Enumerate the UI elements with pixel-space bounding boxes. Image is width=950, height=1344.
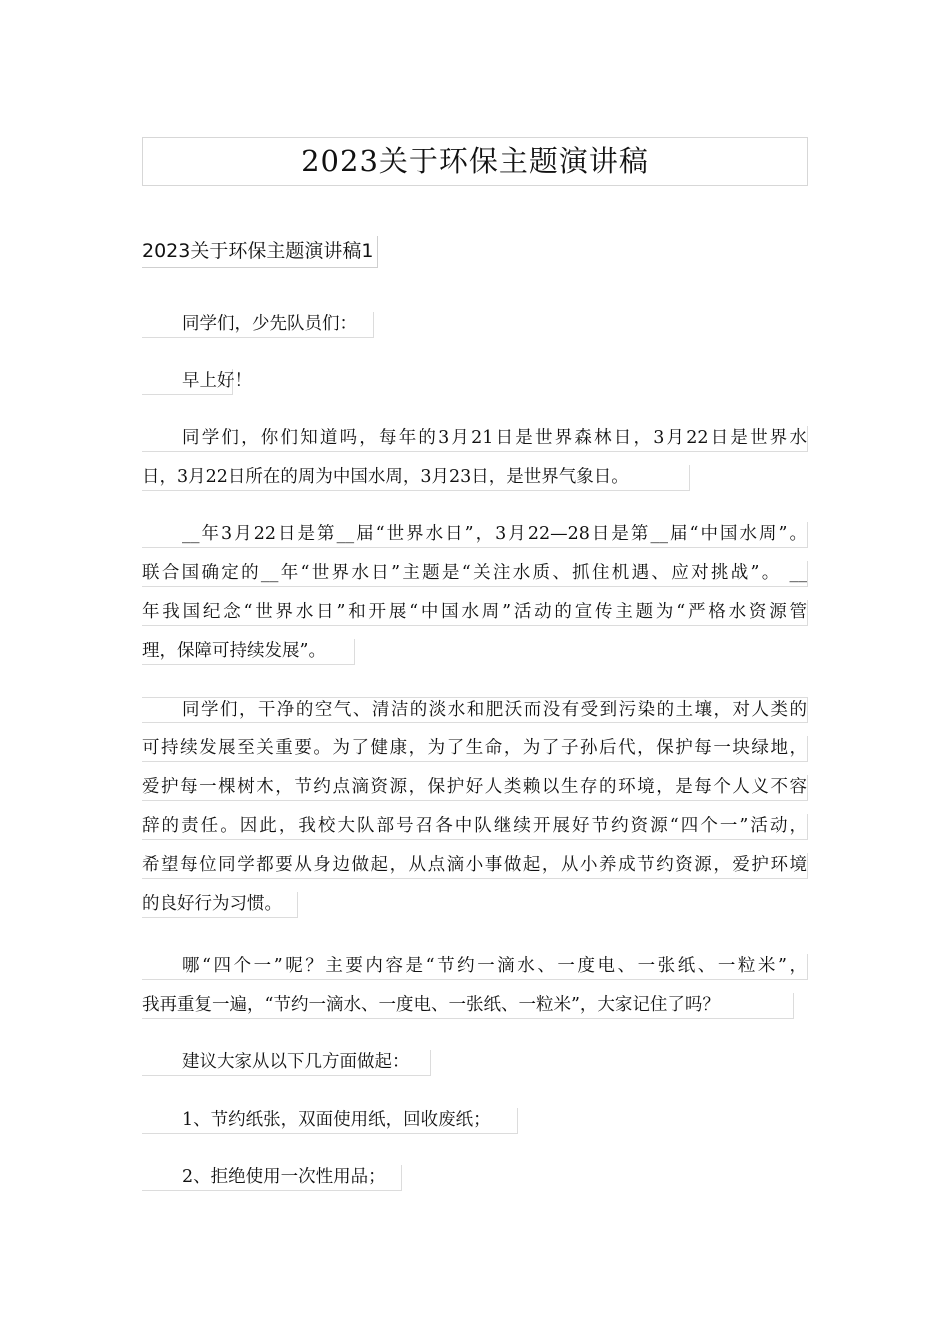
paragraph-line: 日，3月22日所在的周为中国水周，3月23日，是世界气象日。 bbox=[142, 465, 690, 491]
paragraph-line: 我再重复一遍，“节约一滴水、一度电、一张纸、一粒米”，大家记住了吗？ bbox=[142, 993, 794, 1019]
paragraph-line: 爱护每一棵树木，节约点滴资源，保护好人类赖以生存的环境，是每个人义不容 bbox=[142, 775, 808, 801]
paragraph-line: 同学们，少先队员们： bbox=[142, 312, 374, 338]
paragraph-line: 理，保障可持续发展”。 bbox=[142, 639, 355, 665]
section-heading: 2023关于环保主题演讲稿1 bbox=[142, 236, 378, 268]
paragraph-line: 哪“四个一”呢？主要内容是“节约一滴水、一度电、一张纸、一粒米”， bbox=[142, 954, 808, 980]
paragraph-line: 联合国确定的__年“世界水日”主题是“关注水质、抓住机遇、应对挑战”。 __ bbox=[142, 561, 808, 587]
paragraph-line: 2、拒绝使用一次性用品； bbox=[142, 1165, 402, 1191]
paragraph-line: 同学们，你们知道吗，每年的3月21日是世界森林日，3月22日是世界水 bbox=[142, 426, 808, 452]
paragraph-line: 早上好！ bbox=[142, 369, 233, 395]
paragraph-line: 的良好行为习惯。 bbox=[142, 892, 298, 918]
paragraph-line: __年3月22日是第__届“世界水日”，3月22—28日是第__届“中国水周”。 bbox=[142, 522, 808, 548]
paragraph-line: 辞的责任。因此，我校大队部号召各中队继续开展好节约资源“四个一”活动， bbox=[142, 814, 808, 840]
paragraph-line: 同学们，干净的空气、清洁的淡水和肥沃而没有受到污染的土壤，对人类的 bbox=[142, 697, 808, 723]
paragraph-line: 年我国纪念“世界水日”和开展“中国水周”活动的宣传主题为“严格水资源管 bbox=[142, 600, 808, 626]
document-title: 2023关于环保主题演讲稿 bbox=[142, 137, 808, 186]
paragraph-line: 1、节约纸张，双面使用纸，回收废纸； bbox=[142, 1108, 518, 1134]
paragraph-line: 可持续发展至关重要。为了健康，为了生命，为了子孙后代，保护每一块绿地， bbox=[142, 736, 808, 762]
paragraph-line: 希望每位同学都要从身边做起，从点滴小事做起，从小养成节约资源，爱护环境 bbox=[142, 853, 808, 879]
paragraph-line: 建议大家从以下几方面做起： bbox=[142, 1050, 431, 1076]
